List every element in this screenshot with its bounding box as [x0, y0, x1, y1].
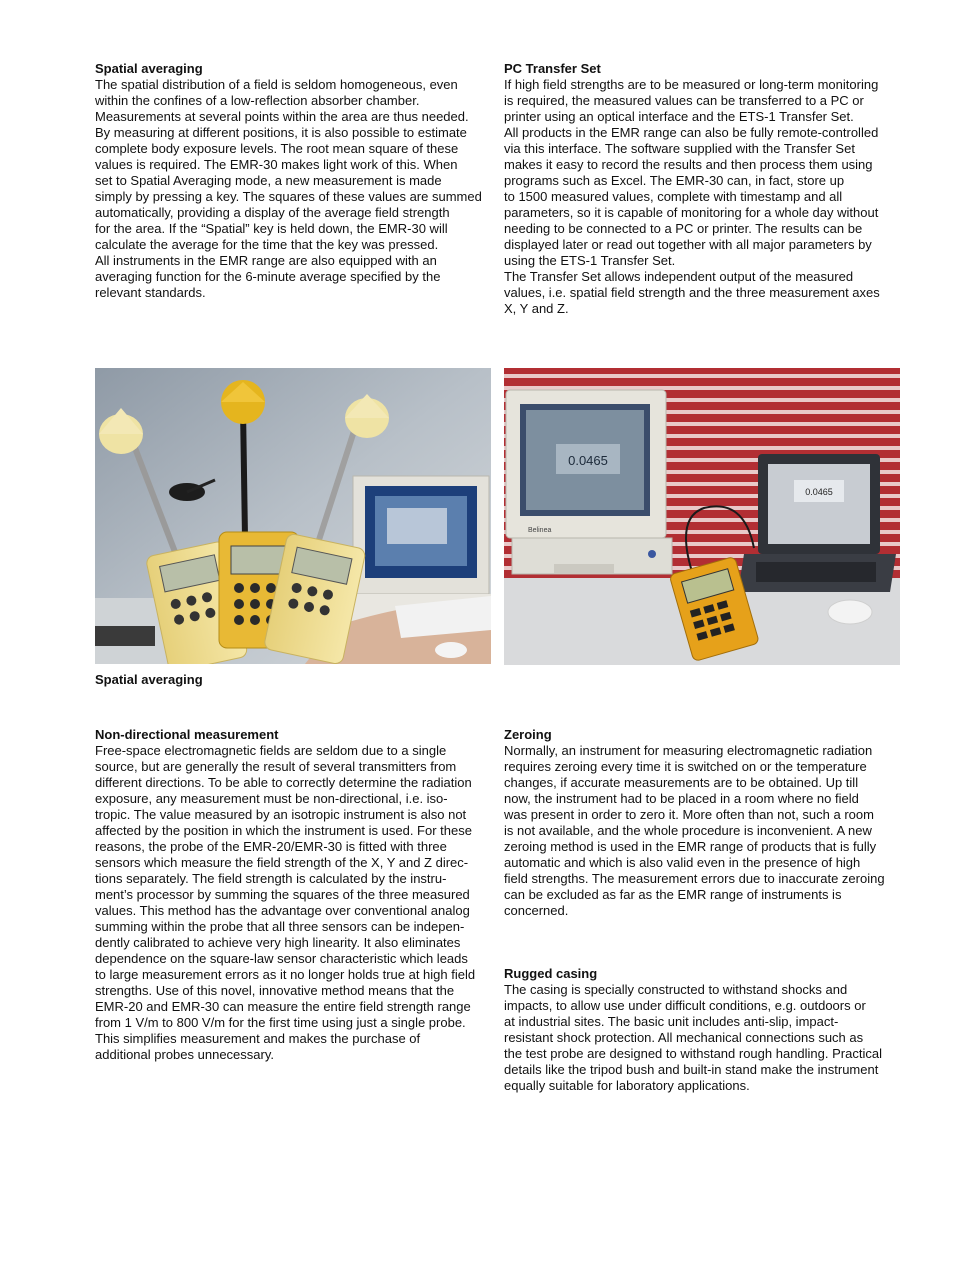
rugged-casing-heading: Rugged casing [504, 966, 598, 981]
pc-transfer-body: If high field strengths are to be measured or long-term monitoring is required, the measured values can be transferred to a PC or printer using an optical interface and the ETS-1 Transfer Set. All products in the EMR range can also be fully remote-controlled via this interface. The software supplied with the Transfer Set makes it easy to record the results and then process them using programs such as Excel. The EMR-30 can, in fact, store up to 1500 measured values, complete with timestamp and all parameters, so it is capable of monitoring for a whole day without needing to be connected to a PC or printer. The results can be displayed later or read out together with all major parameters by using the ETS-1 Transfer Set. The Transfer Set allows independent output of the measured values, i.e. spatial field strength and the three measurement axes X, Y and Z. [504, 77, 880, 316]
section-pc-transfer-set [504, 61, 902, 317]
photo-spatial-averaging-illustration [95, 368, 491, 664]
non-directional-body: Free-space electromagnetic fields are seldom due to a single source, but are generally the result of several transmitters from different directions. To be able to correctly determine the radiation exposure, any measurement must be non-directional, i.e. iso- tropic. The value measured by an isotropic instrument is also not affected by the position in which the instrument is used. For these reasons, the probe of the EMR-20/EMR-30 is fitted with three sensors which measure the field strength of the X, Y and Z direc- tions separately. The field strength is calculated by the instru- ment’s processor by summing the squares of the three measured values. This method has the advantage over conventional analog summing within the probe that all three sensors can be indepen- dently calibrated to achieve very high linearity. It also eliminates dependence on the square-law sensor characteristic which leads to large measurement errors as it no longer holds true at high field strengths. Use of this novel, innovative method means that the EMR-20 and EMR-30 can measure the entire field strength range from 1 V/m to 800 V/m for the first time using just a single probe. This simplifies measurement and makes the purchase of additional probes unnecessary. [95, 743, 476, 1062]
pc-transfer-heading: PC Transfer Set [504, 61, 601, 76]
rugged-casing-body: The casing is specially constructed to withstand shocks and impacts, to allow use under difficult conditions, e.g. outdoors or at industrial sites. The basic unit includes anti-slip, impact- resistant shock protection. All mechanical connections such as the test probe are designed to withstand rough handling. Practical details like the tripod bush and built-in stand make the instrument equally suitable for laboratory applications. [504, 982, 882, 1093]
section-zeroing [504, 727, 902, 919]
section-rugged-casing [504, 966, 902, 1094]
spatial-averaging-body: The spatial distribution of a field is seldom homogeneous, even within the confines of a low-reflection absorber chamber. Measurements at several points within the area are thus needed. By measuring at different positions, it is also possible to estimate complete body exposure levels. The root mean square of these values is required. The EMR-30 makes light work of this. When set to Spatial Averaging mode, a new measurement is made simply by pressing a key. The squares of these values are summed automatically, providing a display of the average field strength for the area. If the “Spatial” key is held down, the EMR-30 will calculate the average for the time that the key was pressed. All instruments in the EMR range are also equipped with an averaging function for the 6-minute average specified by the relevant standards. [95, 77, 482, 300]
non-directional-heading: Non-directional measurement [95, 727, 279, 742]
monitor-readout: 0.0465 [568, 453, 608, 468]
photo-pc-transfer-set [504, 368, 900, 665]
section-spatial-averaging [95, 61, 493, 301]
monitor-brand: Belinea [528, 527, 552, 534]
spatial-averaging-heading: Spatial averaging [95, 61, 203, 76]
zeroing-body: Normally, an instrument for measuring electromagnetic radiation requires zeroing every time it is switched on or the temperature changes, if accurate measurements are to be obtained. Up till now, the instrument had to be placed in a room where no field was present in order to zero it. More often than not, such a room is not available, and the whole procedure is inconvenient. A new zeroing method is used in the EMR range of products that is fully automatic and which is also valid even in the presence of high field strengths. The measurement errors due to inaccurate zeroing can be excluded as far as the EMR range of instruments is concerned. [504, 743, 885, 918]
photo-caption-spatial-averaging: Spatial averaging [95, 672, 203, 687]
laptop-readout: 0.0465 [805, 487, 833, 497]
zeroing-heading: Zeroing [504, 727, 552, 742]
section-non-directional-measurement [95, 727, 493, 1063]
photo-spatial-averaging [95, 368, 491, 664]
photo-pc-transfer-illustration [504, 368, 900, 665]
